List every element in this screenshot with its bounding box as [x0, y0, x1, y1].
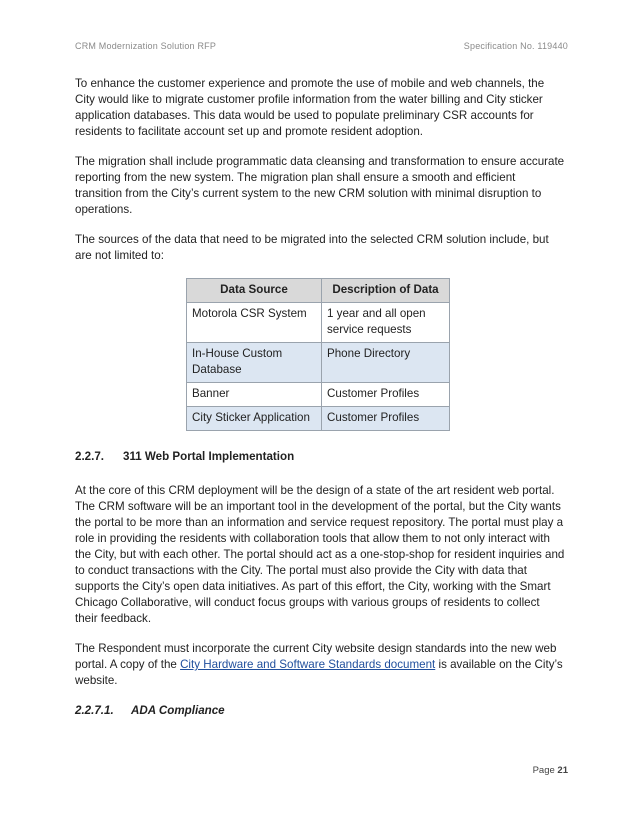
data-sources-table: [186, 278, 450, 431]
paragraph-design-standards: [75, 641, 565, 689]
table-row: [187, 383, 450, 407]
table-cell: Customer Profiles: [322, 407, 450, 431]
section-title: 311 Web Portal Implementation: [123, 450, 295, 463]
paragraph-web-portal: At the core of this CRM deployment will be the design of a state of the art resident web portal. The CRM software will be an important tool in the development of the portal, but the City wants the portal to be more than an information and service request repository. The portal must play a role in providing the residents with collaboration tools that allow them to not only interact with the City, but with each other. The portal should act as a one-stop-shop for resident inquiries and to conduct transactions with the City. The portal must also provide the City with data that supports the City’s open data initiatives. As part of this effort, the City, working with the Smart Chicago Collaborative, will conduct focus groups with various groups of residents to collect their feedback.: [75, 484, 565, 625]
section-title: ADA Compliance: [131, 704, 225, 717]
table-header-row: [187, 279, 450, 303]
table-cell: Banner: [187, 383, 322, 407]
page-label: Page: [532, 765, 555, 776]
page-footer: [533, 765, 568, 776]
header-specification-number: Specification No. 119440: [463, 41, 568, 51]
paragraph-data-sources-intro: The sources of the data that need to be migrated into the selected CRM solution include, but are not limited to:: [75, 233, 549, 262]
section-heading-web-portal: [75, 449, 565, 465]
page-number: 21: [557, 765, 568, 776]
section-number: 2.2.7.1.: [75, 704, 114, 717]
table-cell: In-House Custom Database: [187, 343, 322, 383]
paragraph-migration-intro: To enhance the customer experience and promote the use of mobile and web channels, the City would like to migrate customer profile information from the water billing and City sticker application databases. This data would be used to populate preliminary CSR accounts for residents to facilitate account set up and promote resident adoption.: [75, 77, 545, 138]
paragraph-text: The Respondent must incorporate the current City website design standards into the new web portal. A copy of the: [75, 642, 557, 671]
header-document-title: CRM Modernization Solution RFP: [75, 41, 217, 51]
table-cell: Customer Profiles: [322, 383, 450, 407]
table-row: [187, 407, 450, 431]
table-cell: Motorola CSR System: [187, 303, 322, 343]
document-body: [75, 76, 565, 733]
section-number: 2.2.7.: [75, 450, 105, 463]
paragraph-text: is available on the City’s website.: [75, 658, 563, 687]
table-header-cell: Data Source: [187, 279, 322, 303]
table-cell: City Sticker Application: [187, 407, 322, 431]
table-cell: 1 year and all open service requests: [322, 303, 450, 343]
paragraph-migration-requirements: The migration shall include programmatic data cleansing and transformation to ensure accurate reporting from the new system. The migration plan shall ensure a smooth and efficient transition from the City’s current system to the new CRM solution with minimal disruption to operations.: [75, 155, 565, 216]
table-row: [187, 303, 450, 343]
section-heading-ada-compliance: [75, 703, 565, 719]
standards-document-link[interactable]: City Hardware and Software Standards document: [180, 658, 436, 671]
table-header-cell: Description of Data: [322, 279, 450, 303]
table-row: [187, 343, 450, 383]
table-cell: Phone Directory: [322, 343, 450, 383]
page-header: [75, 41, 568, 55]
